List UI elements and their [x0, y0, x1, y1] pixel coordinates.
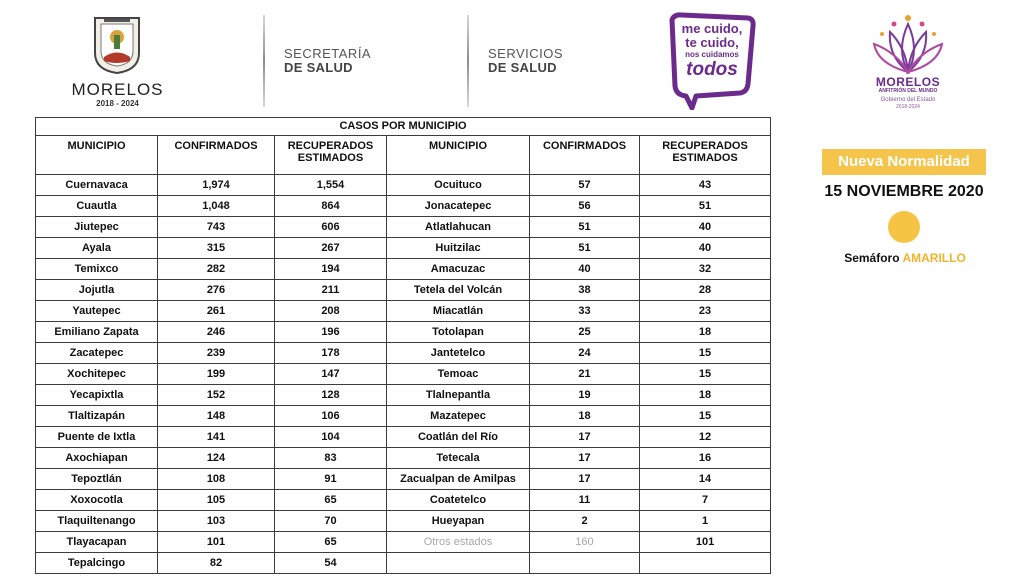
table-cell: 51	[640, 196, 771, 217]
table-cell: 54	[275, 553, 387, 574]
table-row	[36, 448, 771, 469]
table-row	[36, 490, 771, 511]
header-line: RECUPERADOS	[662, 140, 748, 152]
table-row	[36, 322, 771, 343]
table-cell: 101	[158, 532, 275, 553]
column-header	[640, 136, 771, 175]
table-cell: 11	[530, 490, 640, 511]
table-cell: Xoxocotla	[36, 490, 158, 511]
table-row	[36, 364, 771, 385]
morelos-logo-title: MORELOS	[71, 80, 164, 99]
table-cell: Yautepec	[36, 301, 158, 322]
table-row	[36, 259, 771, 280]
table-cell: 864	[275, 196, 387, 217]
table-cell: 104	[275, 427, 387, 448]
table-cell: 147	[275, 364, 387, 385]
table-cell: Tepalcingo	[36, 553, 158, 574]
table-cell: 282	[158, 259, 275, 280]
table-cell: 178	[275, 343, 387, 364]
table-cell: Tetela del Volcán	[387, 280, 530, 301]
table-cell: 57	[530, 175, 640, 196]
table-cell: Cuautla	[36, 196, 158, 217]
traffic-light-dot	[888, 211, 920, 243]
table-cell: Jonacatepec	[387, 196, 530, 217]
table-title: CASOS POR MUNICIPIO	[36, 118, 771, 136]
table-cell: 21	[530, 364, 640, 385]
table-cell: Tlaltizapán	[36, 406, 158, 427]
table-cell: 124	[158, 448, 275, 469]
table-cell: 18	[640, 322, 771, 343]
table-cell: 38	[530, 280, 640, 301]
table-cell: Tepoztlán	[36, 469, 158, 490]
table-cell: 199	[158, 364, 275, 385]
servicios-de-salud	[488, 47, 563, 75]
campaign-line1: me cuido,	[681, 21, 743, 36]
semaforo-status	[820, 251, 990, 265]
table-cell: 17	[530, 469, 640, 490]
table-cell: 19	[530, 385, 640, 406]
table-cell: 65	[275, 490, 387, 511]
header-line: ESTIMADOS	[297, 152, 364, 164]
table-cell: Totolapan	[387, 322, 530, 343]
table-cell: 32	[640, 259, 771, 280]
table-cell: 18	[640, 385, 771, 406]
secretaria-de-salud	[284, 47, 371, 75]
table-row	[36, 217, 771, 238]
table-cell: 82	[158, 553, 275, 574]
table-cell: Miacatlán	[387, 301, 530, 322]
morelos2-years: 2018-2024	[896, 104, 920, 110]
table-row	[36, 196, 771, 217]
table-cell: 128	[275, 385, 387, 406]
header-line: ESTIMADOS	[672, 152, 738, 164]
table-cell: Tetecala	[387, 448, 530, 469]
table-cell: Amacuzac	[387, 259, 530, 280]
semaforo-label: Semáforo	[844, 251, 900, 265]
table-cell: 70	[275, 511, 387, 532]
table-cell: 40	[640, 238, 771, 259]
table-cell: Puente de Ixtla	[36, 427, 158, 448]
table-cell: Yecapixtla	[36, 385, 158, 406]
table-cell: 65	[275, 532, 387, 553]
morelos2-title: MORELOS	[875, 75, 941, 89]
table-cell: 103	[158, 511, 275, 532]
table-cell: 160	[530, 532, 640, 553]
table-cell: 152	[158, 385, 275, 406]
table-row	[36, 532, 771, 553]
table-cell: Huitzilac	[387, 238, 530, 259]
table-cell: 23	[640, 301, 771, 322]
table-cell: Coatlán del Río	[387, 427, 530, 448]
campaign-line4: todos	[686, 59, 738, 80]
me-cuido-text	[668, 22, 756, 80]
table-cell: Zacualpan de Amilpas	[387, 469, 530, 490]
table-cell: 606	[275, 217, 387, 238]
table-cell: 33	[530, 301, 640, 322]
table-cell: 15	[640, 364, 771, 385]
table-cell: 1	[640, 511, 771, 532]
table-cell: 91	[275, 469, 387, 490]
table-cell: 15	[640, 343, 771, 364]
secretaria-line2: DE SALUD	[284, 60, 353, 75]
table-body	[36, 175, 771, 574]
table-cell	[530, 553, 640, 574]
table-cell: Hueyapan	[387, 511, 530, 532]
table-cell: 194	[275, 259, 387, 280]
table-cell: 1,974	[158, 175, 275, 196]
header-divider	[263, 15, 265, 107]
servicios-line1: SERVICIOS	[488, 46, 564, 61]
table-cell: 108	[158, 469, 275, 490]
table-cell	[387, 553, 530, 574]
morelos-logo-years: 2018 - 2024	[96, 99, 139, 108]
table-row	[36, 427, 771, 448]
servicios-line2: DE SALUD	[488, 60, 557, 75]
lotus-flower-logo	[870, 12, 946, 76]
semaforo-color: AMARILLO	[902, 251, 966, 265]
cases-by-municipality-table	[35, 117, 771, 574]
table-cell: 24	[530, 343, 640, 364]
table-cell: 743	[158, 217, 275, 238]
table-cell: 148	[158, 406, 275, 427]
header-divider	[467, 15, 469, 107]
table-cell: 196	[275, 322, 387, 343]
table-cell: 101	[640, 532, 771, 553]
table-cell: Mazatepec	[387, 406, 530, 427]
table-cell: Atlatlahucan	[387, 217, 530, 238]
table-row	[36, 175, 771, 196]
table-cell: 40	[530, 259, 640, 280]
table-cell: 7	[640, 490, 771, 511]
table-row	[36, 385, 771, 406]
table-cell: Cuernavaca	[36, 175, 158, 196]
table-row	[36, 280, 771, 301]
report-date: 15 NOVIEMBRE 2020	[824, 183, 984, 200]
column-header: CONFIRMADOS	[530, 136, 640, 175]
table-row	[36, 343, 771, 364]
table-row	[36, 553, 771, 574]
table-cell: Jantetelco	[387, 343, 530, 364]
secretaria-line1: SECRETARÍA	[284, 46, 372, 61]
table-cell: 51	[530, 217, 640, 238]
table-cell: Temoac	[387, 364, 530, 385]
table-row	[36, 511, 771, 532]
table-cell: 239	[158, 343, 275, 364]
table-row	[36, 238, 771, 259]
table-cell: Axochiapan	[36, 448, 158, 469]
table-cell: 15	[640, 406, 771, 427]
table-cell: Ocuituco	[387, 175, 530, 196]
table-cell: 12	[640, 427, 771, 448]
table-cell: Tlayacapan	[36, 532, 158, 553]
table-cell: 43	[640, 175, 771, 196]
column-header: MUNICIPIO	[36, 136, 158, 175]
table-cell: 2	[530, 511, 640, 532]
table-cell: Otros estados	[387, 532, 530, 553]
column-header	[275, 136, 387, 175]
campaign-line3: nos cuidamos	[685, 50, 739, 59]
table-cell: 1,554	[275, 175, 387, 196]
table-cell: 56	[530, 196, 640, 217]
table-cell: 83	[275, 448, 387, 469]
column-header: CONFIRMADOS	[158, 136, 275, 175]
table-cell	[640, 553, 771, 574]
table-cell: 28	[640, 280, 771, 301]
table-cell: Zacatepec	[36, 343, 158, 364]
table-cell: 18	[530, 406, 640, 427]
table-cell: Jiutepec	[36, 217, 158, 238]
table-cell: Tlaquiltenango	[36, 511, 158, 532]
table-cell: 211	[275, 280, 387, 301]
campaign-line2: te cuido,	[685, 35, 739, 50]
table-cell: 315	[158, 238, 275, 259]
table-cell: Emiliano Zapata	[36, 322, 158, 343]
table-cell: 106	[275, 406, 387, 427]
table-cell: 141	[158, 427, 275, 448]
table-cell: Xochitepec	[36, 364, 158, 385]
table-cell: 17	[530, 427, 640, 448]
table-cell: 1,048	[158, 196, 275, 217]
table-cell: Coatetelco	[387, 490, 530, 511]
table-cell: Jojutla	[36, 280, 158, 301]
morelos-government-logo	[858, 76, 958, 110]
table-cell: Tlalnepantla	[387, 385, 530, 406]
table-cell: Ayala	[36, 238, 158, 259]
table-cell: 16	[640, 448, 771, 469]
table-row	[36, 406, 771, 427]
table-cell: Temixco	[36, 259, 158, 280]
table-cell: 105	[158, 490, 275, 511]
table-cell: 17	[530, 448, 640, 469]
table-cell: 51	[530, 238, 640, 259]
table-cell: 246	[158, 322, 275, 343]
column-header: MUNICIPIO	[387, 136, 530, 175]
table-cell: 267	[275, 238, 387, 259]
table-cell: 25	[530, 322, 640, 343]
table-cell: 40	[640, 217, 771, 238]
nueva-normalidad-banner: Nueva Normalidad	[822, 149, 986, 175]
header-line: RECUPERADOS	[287, 140, 374, 152]
table-cell: 276	[158, 280, 275, 301]
table-cell: 14	[640, 469, 771, 490]
table-cell: 208	[275, 301, 387, 322]
table-row	[36, 301, 771, 322]
morelos-coat-of-arms	[92, 15, 142, 75]
morelos2-subtitle: ANFITRIÓN DEL MUNDO	[878, 88, 938, 94]
table-row	[36, 469, 771, 490]
morelos2-gobierno: Gobierno del Estado	[880, 97, 936, 103]
table-cell: 261	[158, 301, 275, 322]
